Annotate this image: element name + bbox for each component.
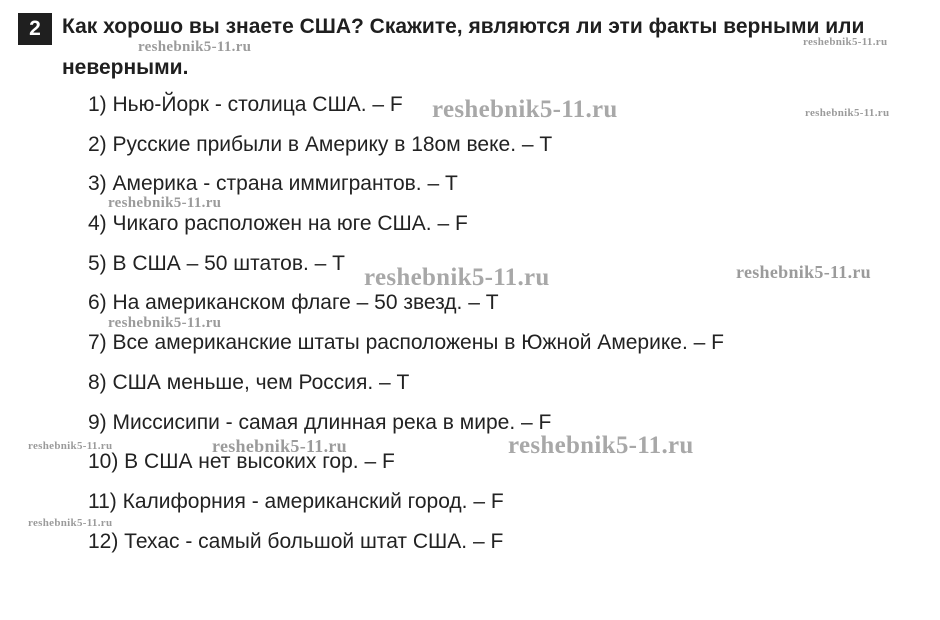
watermark: reshebnik5-11.ru (138, 39, 252, 55)
exercise-number-badge: 2 (18, 13, 52, 45)
fact-item-12: 12) Техас - самый большой штат США. – F (88, 529, 504, 553)
watermark: reshebnik5-11.ru (803, 36, 888, 48)
watermark: reshebnik5-11.ru (28, 517, 113, 529)
fact-item-8: 8) США меньше, чем Россия. – T (88, 370, 410, 394)
watermark: reshebnik5-11.ru (212, 436, 347, 456)
watermark: reshebnik5-11.ru (108, 315, 222, 331)
fact-item-1: 1) Нью-Йорк - столица США. – F (88, 93, 403, 116)
watermark: reshebnik5-11.ru (432, 96, 618, 123)
watermark: reshebnik5-11.ru (508, 432, 694, 459)
fact-item-10: 10) В США нет высоких гор. – F (88, 450, 395, 474)
fact-item-3: 3) Америка - страна иммигрантов. – T (88, 172, 458, 196)
fact-item-7: 7) Все американские штаты расположены в Южной Америке. – F (88, 331, 724, 355)
fact-item-6: 6) На американском флаге – 50 звезд. – T (88, 291, 499, 315)
fact-item-9: 9) Миссисипи - самая длинная река в мире. – F (88, 410, 552, 434)
watermark: reshebnik5-11.ru (108, 195, 222, 211)
fact-item-4: 4) Чикаго расположен на юге США. – F (88, 212, 468, 236)
watermark: reshebnik5-11.ru (805, 107, 890, 119)
fact-item-5: 5) В США – 50 штатов. – T (88, 251, 345, 275)
fact-item-11: 11) Калифорния - американский город. – F (88, 489, 504, 513)
exercise-title-line2: неверными. (62, 56, 189, 79)
watermark: reshebnik5-11.ru (28, 440, 113, 452)
watermark: reshebnik5-11.ru (736, 262, 871, 282)
watermark: reshebnik5-11.ru (364, 264, 550, 291)
fact-item-2: 2) Русские прибыли в Америку в 18ом веке. – T (88, 132, 553, 156)
exercise-title-line1: Как хорошо вы знаете США? Скажите, являются ли эти факты верными или (62, 15, 865, 38)
